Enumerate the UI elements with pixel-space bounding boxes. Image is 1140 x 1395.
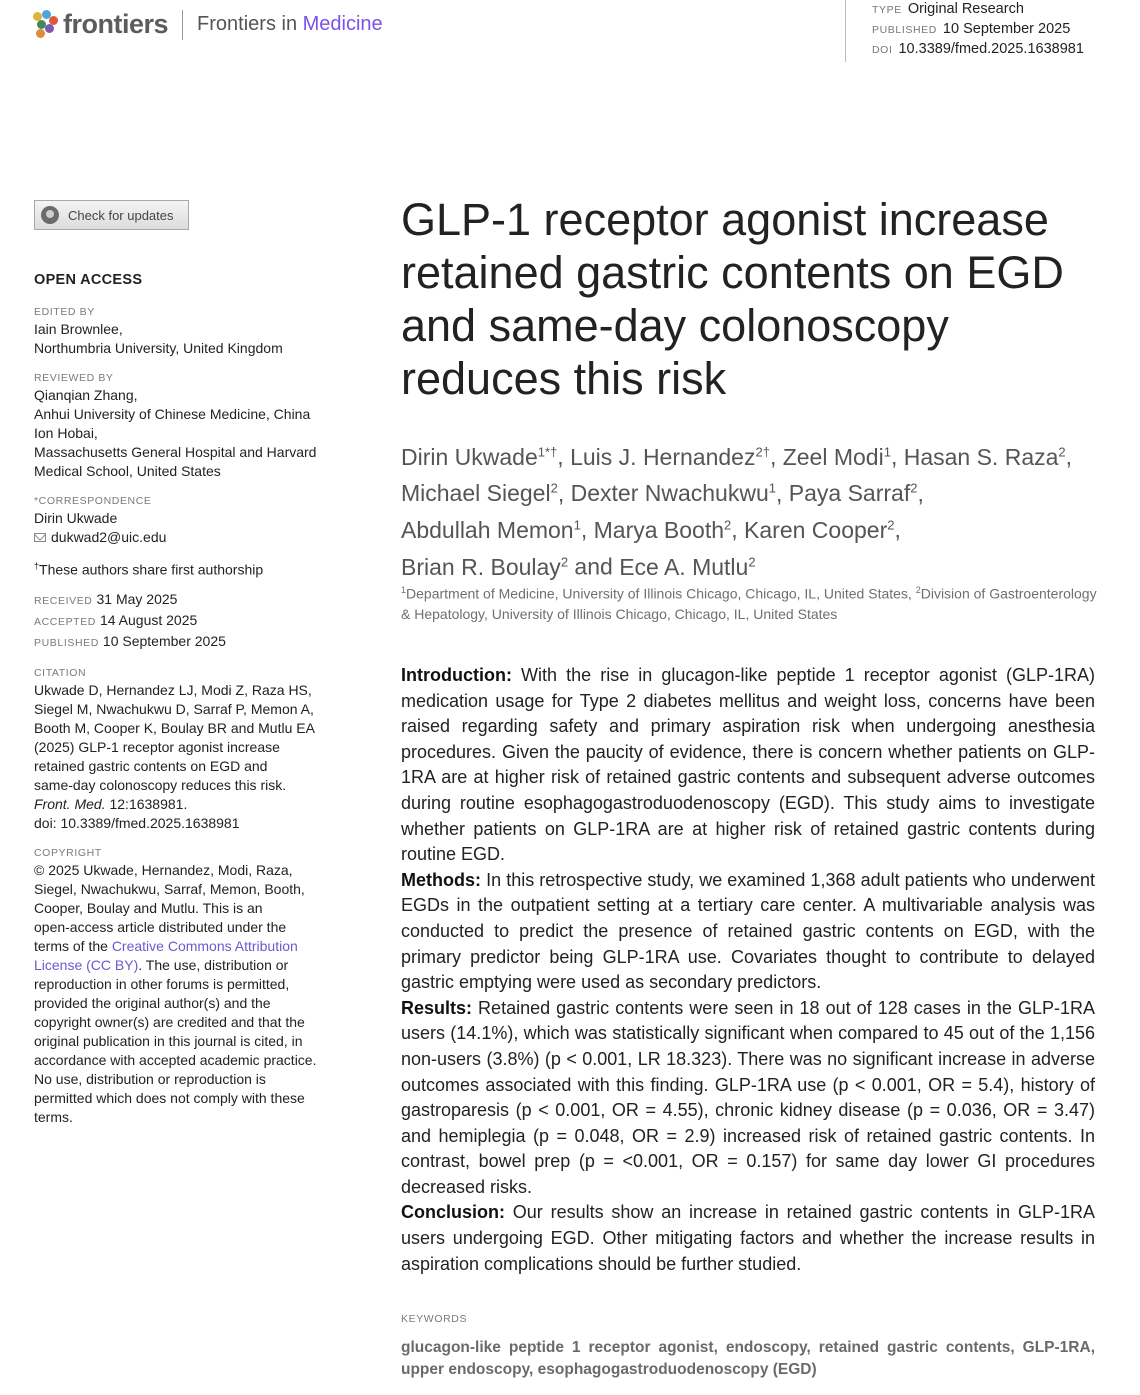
edited-by: Iain Brownlee, Northumbria University, United Kingdom bbox=[34, 321, 283, 356]
meta-published: PUBLISHED 10 September 2025 bbox=[872, 21, 1071, 37]
abstract-conclusion: Conclusion: Our results show an increase in retained gastric contents in GLP-1RA users undergoing EGD. Other mitigating factors and whether the increase results in aspiration complications should be further studied. bbox=[401, 1202, 1095, 1274]
correspondence-label: *CORRESPONDENCE bbox=[34, 495, 152, 507]
dates: RECEIVED 31 May 2025 ACCEPTED 14 August 2025 PUBLISHED 10 September 2025 bbox=[34, 590, 226, 649]
author-name[interactable]: Zeel Modi$^1$ bbox=[782, 443, 891, 470]
abstract-results: Results: Retained gastric contents were seen in 18 out of 128 cases in the GLP-1RA users (14.1%), which was statistically significant when compared to 45 out of the 1,156 non-users (3.8%) (p < 0.001, LR 18.323). There was no significant increase in adverse outcomes associated with this finding. GLP-1RA use (p < 0.001, OR = 5.4), history of gastroparesis (p < 0.001, OR = 4.55), chronic kidney disease (p = 0.036, OR = 3.47) and hemiplegia (p = 0.048, OR = 2.9) increased risk of retained gastric contents. In contrast, bowel prep (p = <0.001, OR = 0.157) for same day lower GI procedures decreased risks. bbox=[401, 997, 1095, 1197]
abstract bbox=[401, 663, 1095, 1277]
copyright: © 2025 Ukwade, Hernandez, Modi, Raza, Siegel, Nwachukwu, Sarraf, Memon, Booth, Cooper, Boulay and Mutlu. This is an open-access article distributed under the terms of the Creative Commons Attribution License (CC BY). The use, distribution or reproduction in other forums is permitted, provided the original author(s) and the copyright owner(s) are credited and that the original publication in this journal is cited, in accordance with accepted academic practice. No use, distribution or reproduction is permitted which does not comply with these terms. bbox=[34, 861, 317, 1125]
copyright-label: COPYRIGHT bbox=[34, 846, 102, 859]
correspondence: Dirin Ukwade dukwad2@uic.edu bbox=[34, 510, 167, 545]
reviewed-by-label: REVIEWED BY bbox=[34, 372, 114, 384]
brand-name: frontiers bbox=[63, 9, 169, 39]
article-title: GLP-1 receptor agonist increase retained gastric contents on EGD and same-day colonoscopy reduces this risk bbox=[401, 194, 1064, 404]
citation-label: CITATION bbox=[34, 666, 87, 679]
abstract-introduction: Introduction: With the rise in glucagon-like peptide 1 receptor agonist (GLP-1RA) medication usage for Type 2 diabetes mellitus and weight loss, concerns have been raised regarding safety and primary aspiration risk when undergoing anesthesia procedures. Given the paucity of evidence, there is concern whether patients on GLP-1RA are at higher risk of retained gastric contents and subsequent adverse outcomes during routine esophagogastroduodenoscopy (EGD). This study aims to investigate whether patients on GLP-1RA are at higher risk of retained gastric contents during routine EGD. bbox=[401, 665, 1095, 865]
sidebar bbox=[34, 200, 354, 1127]
citation: Ukwade D, Hernandez LJ, Modi Z, Raza HS, Siegel M, Nwachukwu D, Sarraf P, Memon A, Booth M, Cooper K, Boulay BR and Mutlu EA (2025) GLP-1 receptor agonist increase retained gastric contents on EGD and same-day colonoscopy reduces this risk. Front. Med. 12:1638981. doi: 10.3389/fmed.2025.1638981 bbox=[34, 681, 354, 833]
keywords-label: KEYWORDS bbox=[401, 1313, 468, 1325]
author-name[interactable]: Marya Booth$^2$ bbox=[593, 516, 732, 543]
author-name[interactable]: Paya Sarraf$^2$ bbox=[788, 480, 918, 507]
author-name[interactable]: Hasan S. Raza$^2$ bbox=[903, 443, 1066, 470]
open-access-label: OPEN ACCESS bbox=[34, 272, 143, 288]
author-name[interactable]: Brian R. Boulay$^2$ bbox=[401, 553, 569, 580]
affiliation: Division of Gastroenterology & Hepatology, University of Illinois Chicago, Chicago, IL, United States bbox=[401, 585, 1097, 622]
edited-by-label: EDITED BY bbox=[34, 306, 95, 318]
cc-license-link-cont[interactable]: License (CC BY) bbox=[34, 956, 139, 973]
abstract-methods: Methods: In this retrospective study, we examined 1,368 adult patients who underwent EGDs in the outpatient setting at a tertiary care center. A multivariable analysis was conducted to predict the presence of retained gastric contents on EGD, with the primary predictor being GLP-1RA use. Covariates thought to contribute to delayed gastric emptying were used as secondary predictors. bbox=[401, 869, 1095, 993]
meta-doi: DOI 10.3389/fmed.2025.1638981 bbox=[872, 41, 1084, 57]
meta-type: TYPE Original Research bbox=[872, 1, 1024, 17]
author-name[interactable]: Ece A. Mutlu$^2$ bbox=[619, 553, 756, 580]
author-name[interactable]: Luis J. Hernandez$^{2\dagger}$ bbox=[570, 443, 770, 470]
frontiers-logo[interactable] bbox=[33, 9, 383, 40]
journal-name[interactable]: Frontiers in Medicine bbox=[197, 13, 383, 35]
first-author-footnote: †These authors share first authorship bbox=[34, 561, 264, 578]
author-name[interactable]: Michael Siegel$^2$ bbox=[401, 480, 558, 507]
update-icon bbox=[41, 206, 59, 224]
reviewed-by: Qianqian Zhang, Anhui University of Chinese Medicine, China Ion Hobai, Massachusetts General Hospital and Harvard Medical School, United States bbox=[34, 387, 317, 479]
author-name[interactable]: Karen Cooper$^2$ bbox=[744, 516, 895, 543]
citation-doi[interactable]: doi: 10.3389/fmed.2025.1638981 bbox=[34, 814, 240, 831]
affiliation: Department of Medicine, University of Illinois Chicago, Chicago, IL, United States, bbox=[406, 585, 916, 602]
keywords: glucagon-like peptide 1 receptor agonist, endoscopy, retained gastric contents, GLP-1RA, upper endoscopy, esophagogastroduodenoscopy (EGD) bbox=[401, 1339, 1095, 1378]
author-name[interactable]: Abdullah Memon$^1$ bbox=[401, 516, 581, 543]
frontiers-logo-icon bbox=[33, 10, 59, 40]
article-meta bbox=[845, 0, 1084, 62]
cc-license-link[interactable]: Creative Commons Attribution bbox=[111, 937, 298, 954]
author-name[interactable]: Dirin Ukwade$^{1*\dagger}$ bbox=[401, 443, 558, 470]
affiliations: $^1$Department of Medicine, University of Illinois Chicago, Chicago, IL, United States, $^2$Division of Gastroenterology & Hepatology, University of Illinois Chicago, Chicago, IL, United States bbox=[401, 585, 1097, 622]
mail-icon bbox=[34, 533, 46, 542]
check-for-updates-button[interactable]: Check for updates bbox=[34, 200, 189, 230]
author-list: Dirin Ukwade$^{1*\dagger}$, Luis J. Hernandez$^{2\dagger}$, Zeel Modi$^1$, Hasan S. Raza$^2$, Michael Siegel$^2$, Dexter Nwachukwu$^1$, Paya Sarraf$^2$, Abdullah Memon$^1$, Marya Booth$^2$, Karen Cooper$^2$, Brian R. Boulay$^2$ and Ece A. Mutlu$^2$ bbox=[401, 443, 1073, 580]
correspondence-email[interactable]: dukwad2@uic.edu bbox=[51, 529, 167, 545]
author-name[interactable]: Dexter Nwachukwu$^1$ bbox=[570, 480, 776, 507]
logo-divider bbox=[182, 10, 183, 40]
